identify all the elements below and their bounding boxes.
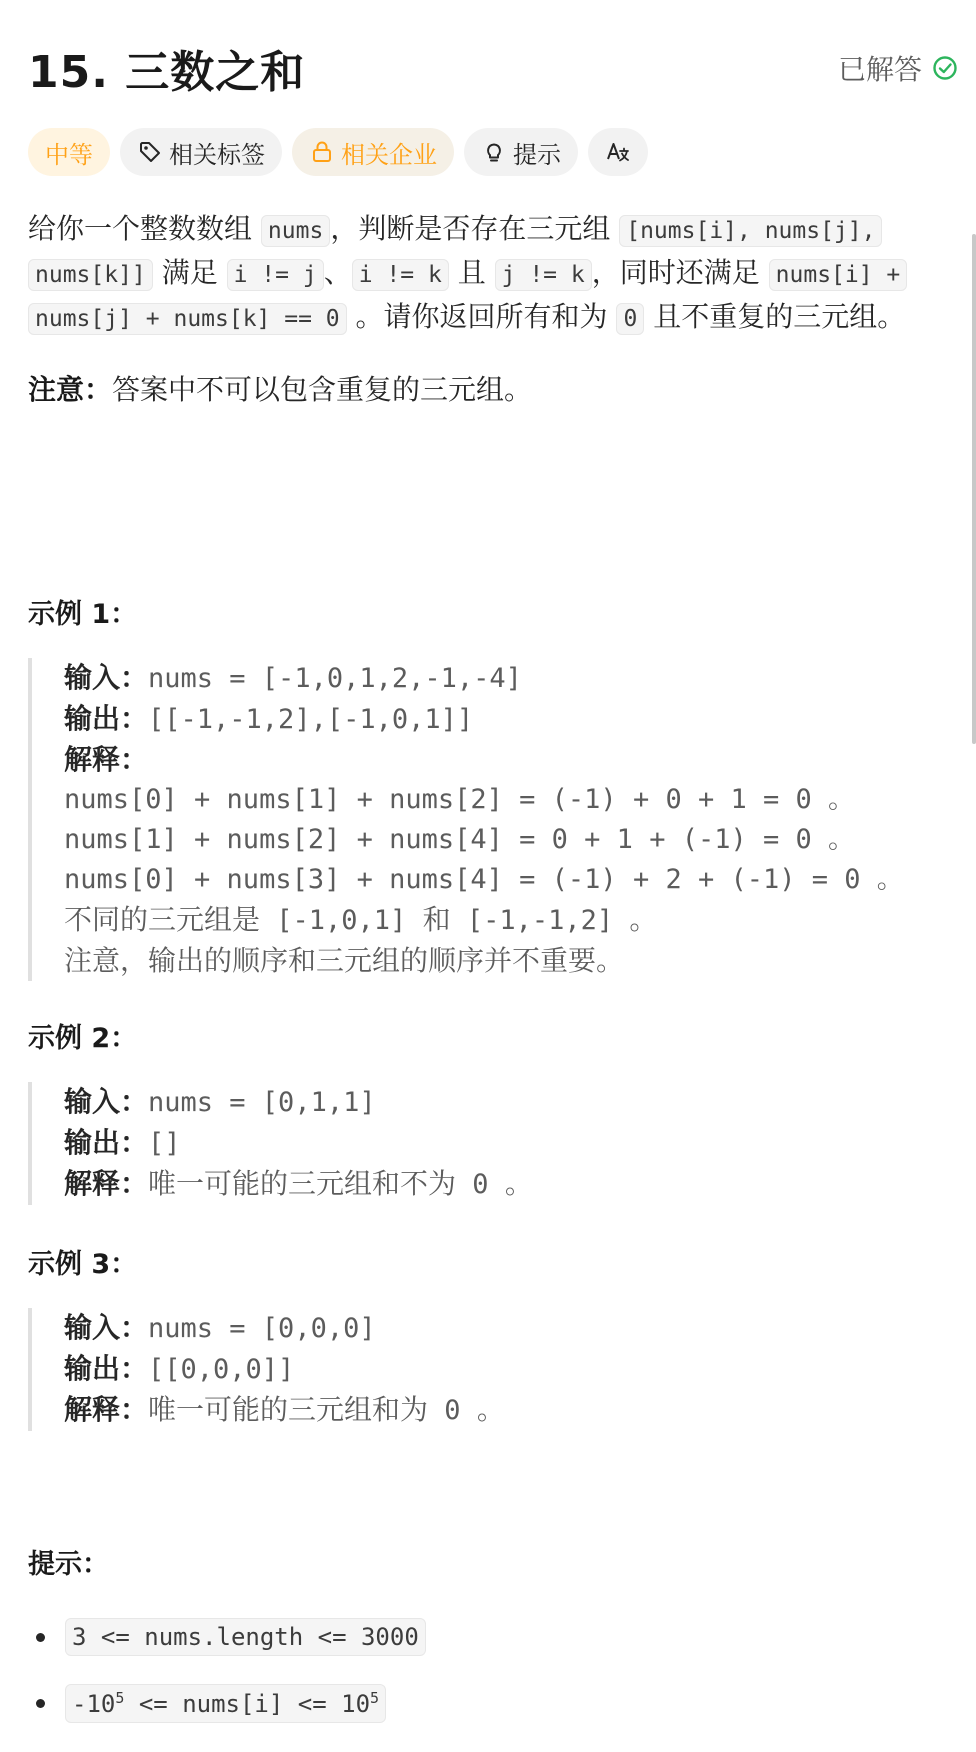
description-line-3 — [28, 296, 928, 340]
input-label: 输入： — [64, 661, 149, 694]
explain-text: 唯一可能的三元组和为 — [148, 1393, 429, 1426]
inline-code: nums[k]] — [28, 259, 153, 291]
desc-text: 且 — [457, 256, 486, 289]
note-text: 答案中不可以包含重复的三元组。 — [112, 373, 533, 406]
output-value: [[-1,-1,2],[-1,0,1]] — [148, 704, 474, 735]
tag-bar — [28, 128, 648, 176]
lock-icon — [309, 139, 335, 165]
example-input — [64, 1308, 505, 1349]
output-label: 输出： — [64, 702, 149, 735]
output-value: [[0,0,0]] — [148, 1354, 295, 1385]
translate-icon — [605, 139, 631, 165]
output-value: [] — [148, 1128, 181, 1159]
example-3-title: 示例 3： — [28, 1249, 138, 1280]
desc-text: 。请你返回所有和为 — [355, 300, 608, 333]
hint-button[interactable] — [464, 128, 578, 176]
explain-line: nums[1] + nums[2] + nums[4] = 0 + 1 + (-1) = 0 。 — [64, 824, 856, 855]
example-explain — [64, 1164, 533, 1205]
inline-code: 0 — [616, 303, 644, 335]
constraint-part: <= nums[i] <= 10 — [124, 1690, 371, 1718]
explain-text: 唯一可能的三元组和不为 — [148, 1167, 457, 1200]
input-value: nums = [0,1,1] — [148, 1087, 376, 1118]
desc-text: ，同时还满足 — [591, 256, 760, 289]
explain-line: nums[0] + nums[1] + nums[2] = (-1) + 0 + 1 = 0 。 — [64, 784, 856, 815]
description-line-1 — [28, 208, 928, 252]
explain-label: 解释： — [64, 743, 149, 776]
constraint-part: -10 — [72, 1690, 116, 1718]
input-label: 输入： — [64, 1311, 149, 1344]
example-3-block — [28, 1308, 505, 1431]
solved-label: 已解答 — [837, 53, 922, 86]
desc-text: 满足 — [161, 256, 218, 289]
explain-text: 。 — [504, 1167, 533, 1200]
hint-label: 提示 — [513, 140, 561, 169]
title-row — [28, 36, 958, 96]
related-tags-button[interactable] — [120, 128, 282, 176]
inline-code: nums[i] + — [769, 259, 908, 291]
lightbulb-icon — [481, 139, 507, 165]
desc-text: 给你一个整数数组 — [28, 212, 253, 245]
solved-status — [838, 48, 958, 88]
explain-text: 。 — [629, 903, 658, 936]
example-input — [64, 658, 904, 699]
constraint-item — [28, 1618, 426, 1656]
example-output — [64, 1349, 505, 1390]
explain-text: 。 — [476, 1393, 505, 1426]
desc-text: 、 — [323, 256, 352, 289]
check-circle-icon — [932, 55, 958, 81]
description-line-2 — [28, 252, 928, 296]
difficulty-label: 中等 — [45, 140, 93, 169]
constraint-code: 3 <= nums.length <= 3000 — [65, 1618, 426, 1656]
constraint-item — [28, 1684, 386, 1723]
explain-code: 0 — [456, 1169, 505, 1200]
explain-order-note: 注意，输出的顺序和三元组的顺序并不重要。 — [64, 944, 625, 977]
explain-line: nums[0] + nums[3] + nums[4] = (-1) + 2 + (-1) = 0 。 — [64, 864, 904, 895]
problem-title: 15. 三数之和 — [28, 47, 306, 98]
example-explain — [64, 740, 904, 780]
explain-diff — [64, 900, 904, 941]
related-companies-label: 相关企业 — [341, 140, 437, 169]
explain-code: [-1,0,1] — [260, 905, 423, 936]
note-label: 注意： — [28, 373, 113, 406]
inline-code: i != j — [227, 259, 324, 291]
input-value: nums = [-1,0,1,2,-1,-4] — [148, 663, 522, 694]
bullet — [36, 1633, 45, 1642]
exponent: 5 — [115, 1689, 125, 1707]
output-label: 输出： — [64, 1126, 149, 1159]
bullet — [36, 1699, 45, 1708]
related-companies-button[interactable] — [292, 128, 454, 176]
explain-code: [-1,-1,2] — [450, 905, 630, 936]
exponent: 5 — [370, 1689, 380, 1707]
example-output — [64, 1123, 533, 1164]
explain-text: 和 — [422, 903, 451, 936]
input-value: nums = [0,0,0] — [148, 1313, 376, 1344]
explain-code: 0 — [428, 1395, 477, 1426]
inline-code: nums[j] + nums[k] == 0 — [28, 303, 347, 335]
inline-code: [nums[i], nums[j], — [619, 215, 882, 247]
explain-label: 解释： — [64, 1167, 149, 1200]
desc-text: ，判断是否存在三元组 — [330, 212, 611, 245]
difficulty-badge[interactable] — [28, 128, 110, 176]
desc-text: 且不重复的三元组。 — [653, 300, 906, 333]
description-note — [28, 368, 532, 408]
scrollbar[interactable] — [972, 234, 976, 744]
explain-label: 解释： — [64, 1393, 149, 1426]
example-2-title: 示例 2： — [28, 1023, 138, 1054]
inline-code: i != k — [352, 259, 449, 291]
constraints-title: 提示： — [28, 1549, 109, 1580]
constraint-code — [65, 1684, 386, 1723]
tag-icon — [137, 139, 163, 165]
input-label: 输入： — [64, 1085, 149, 1118]
translate-button[interactable] — [588, 128, 648, 176]
inline-code: j != k — [495, 259, 592, 291]
related-tags-label: 相关标签 — [169, 140, 265, 169]
inline-code: nums — [261, 215, 330, 247]
example-explain — [64, 1390, 505, 1431]
explain-text: 不同的三元组是 — [64, 903, 261, 936]
example-1-block — [28, 658, 904, 981]
problem-description — [28, 208, 928, 340]
example-2-block — [28, 1082, 533, 1205]
example-output — [64, 699, 904, 740]
example-input — [64, 1082, 533, 1123]
output-label: 输出： — [64, 1352, 149, 1385]
example-1-title: 示例 1： — [28, 599, 138, 630]
